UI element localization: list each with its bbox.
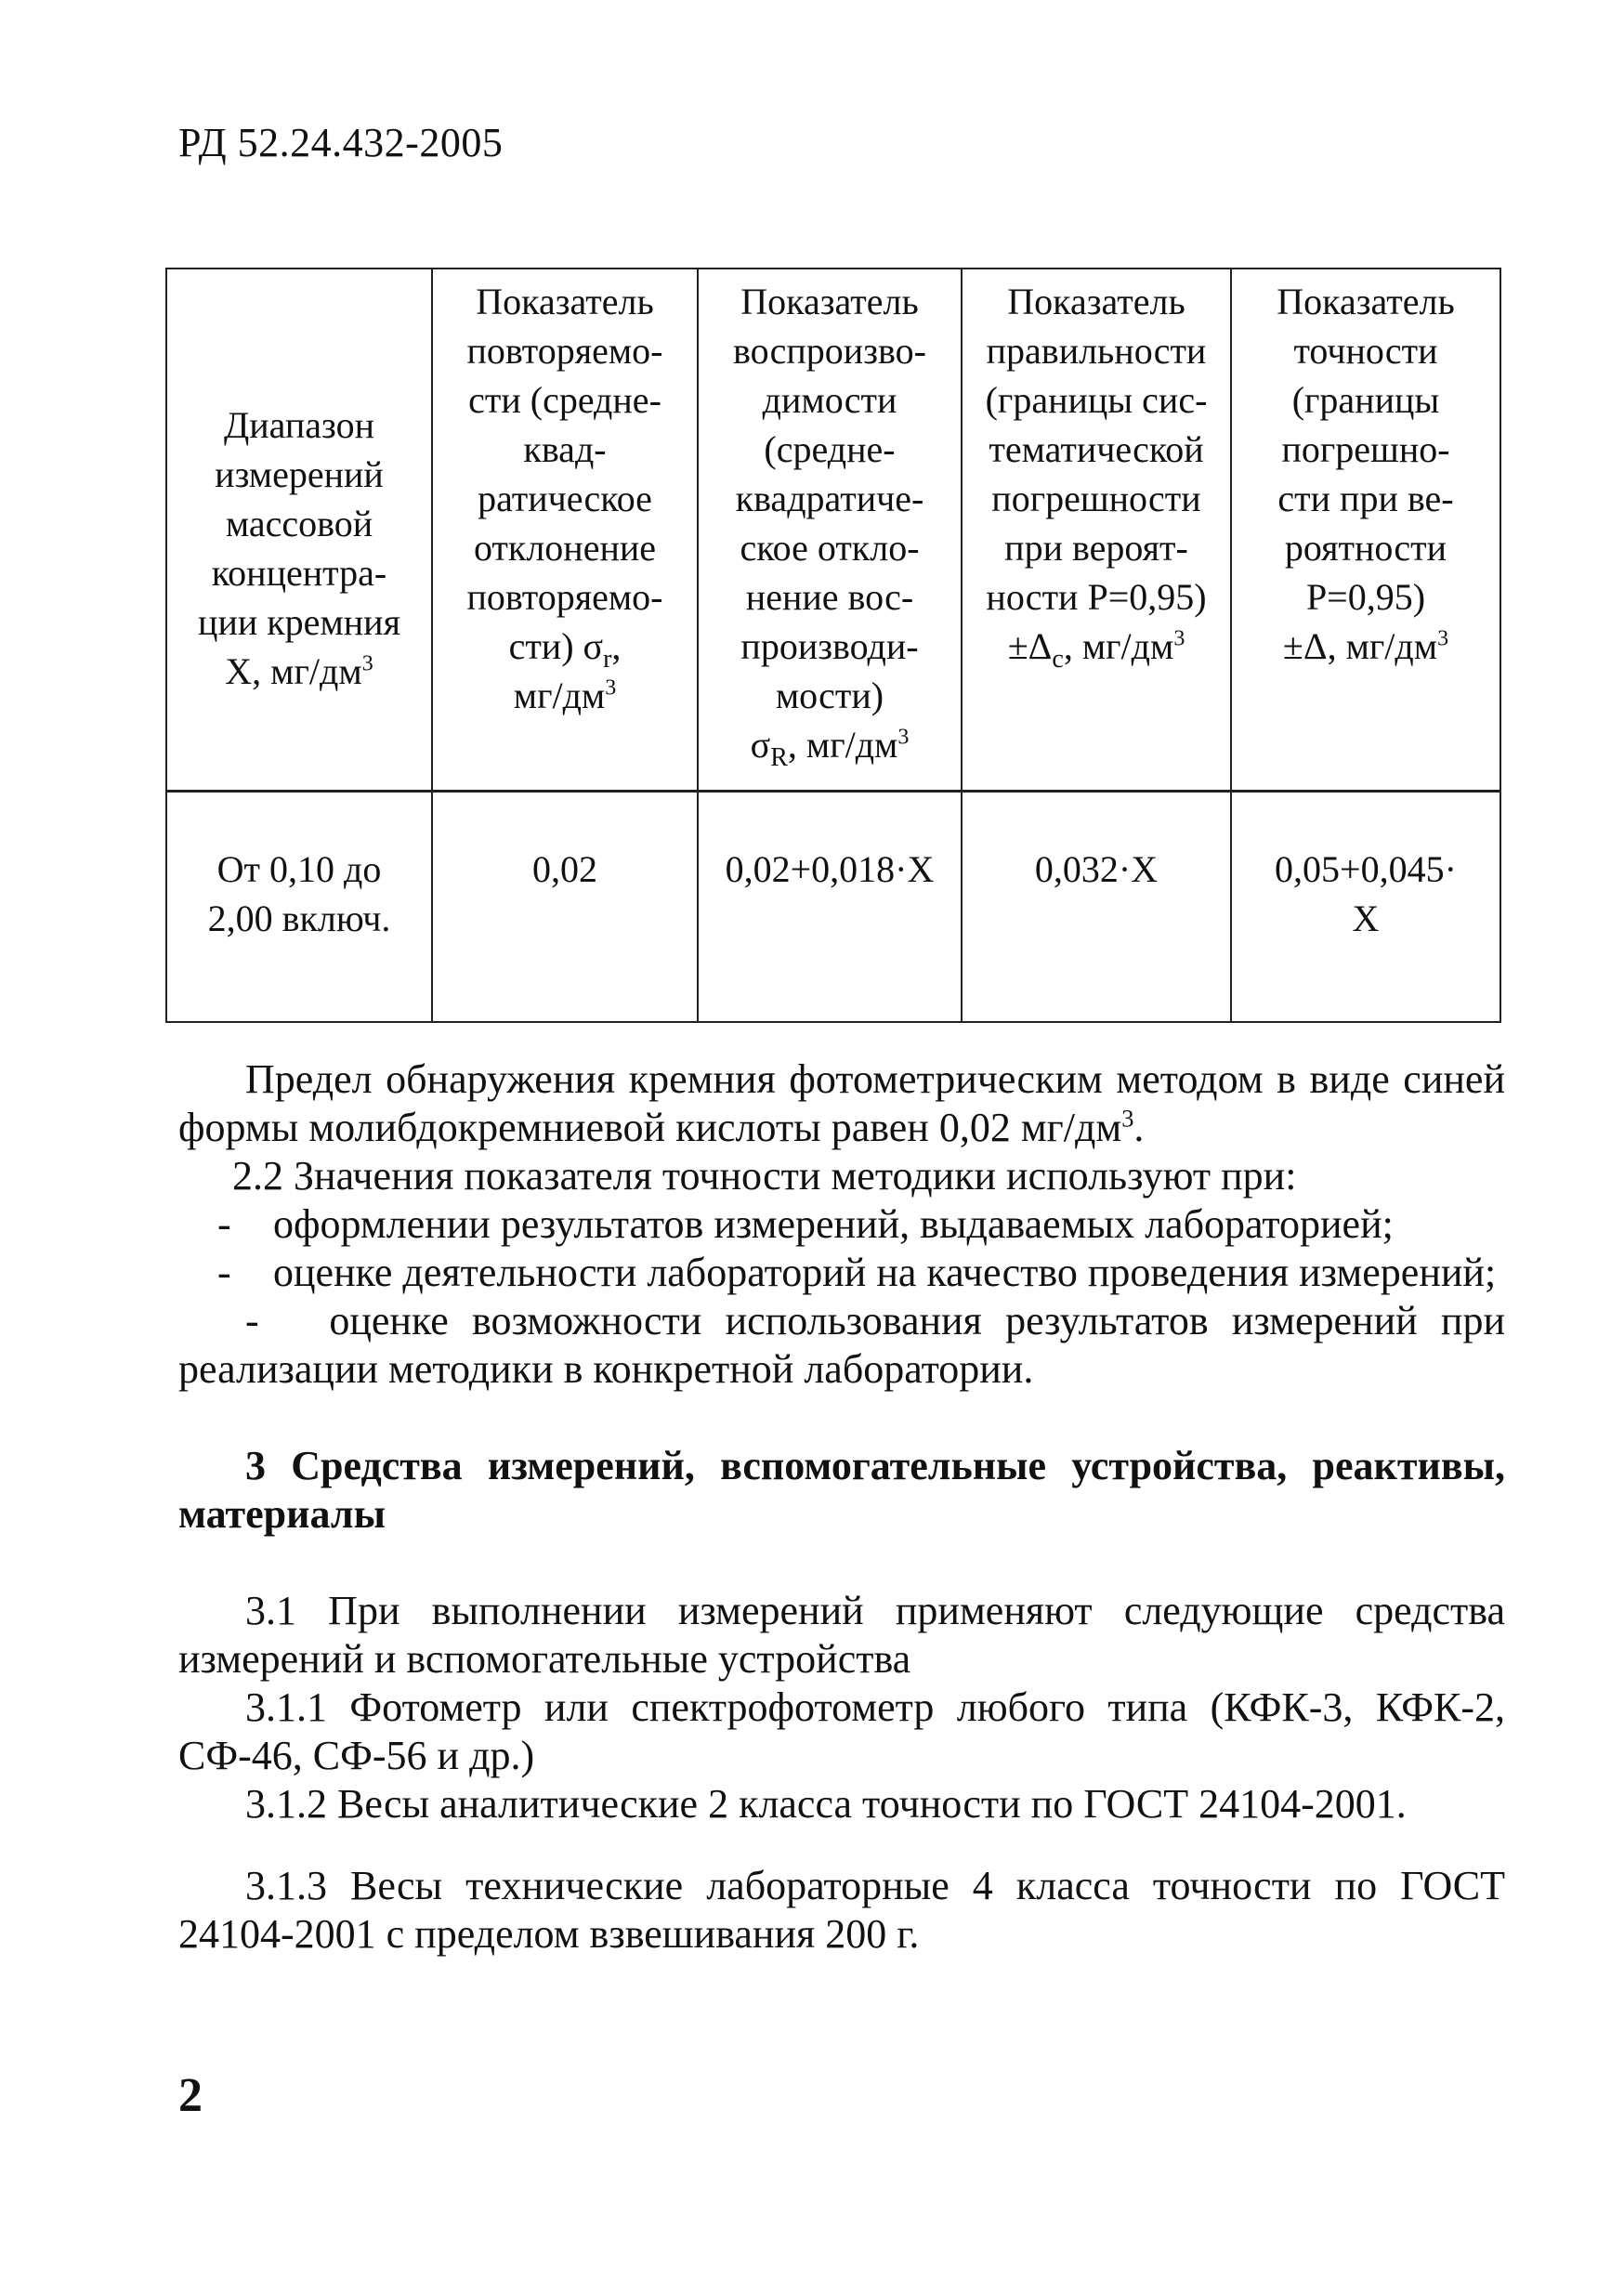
header-line: роятности (1284, 527, 1447, 569)
header-line: Показатель (740, 281, 919, 322)
header-line: $мг/дм^3$ (513, 675, 617, 716)
list-item: - оценке деятельности лабораторий на качество проведения измерений; (178, 1249, 1505, 1297)
list-dash: - (217, 1250, 231, 1295)
header-line: X, $мг/дм^3$ (225, 650, 373, 692)
section-3-heading: 3 Средства измерений, вспомогательные устройства, реактивы, материалы (178, 1443, 1505, 1537)
paragraph-3-1-2: 3.1.2 Весы аналитические 2 класса точности по ГОСТ 24104-2001. (245, 1781, 1407, 1827)
paragraph-3-1-3: 3.1.3 Весы технические лабораторные 4 класса точности по ГОСТ 24104-2001 с пределом взвешивания 200 г. (178, 1863, 1505, 1957)
header-line: $\sigma_R$, $мг/дм^3$ (750, 724, 910, 772)
page-number: 2 (178, 2069, 203, 2122)
paragraph-2-2: 2.2 Значения показателя точности методики используют при: (232, 1153, 1297, 1199)
cell-range: От 0,10 до 2,00 включ. (166, 792, 432, 1023)
header-line: ности P=0,95) (986, 576, 1207, 618)
header-line: отклонение (473, 527, 657, 569)
header-line: квад- (523, 428, 607, 470)
main-text (178, 1055, 1505, 1959)
header-line: Показатель (476, 281, 654, 322)
table-row (166, 792, 1500, 1023)
header-line: погрешно- (1281, 428, 1450, 470)
header-line: (средне- (764, 428, 896, 470)
header-line: ратическое (478, 478, 652, 519)
paragraph-3-1-1: 3.1.1 Фотометр или спектрофотометр любого типа (КФК-3, КФК-2, СФ-46, СФ-56 и др.) (178, 1684, 1505, 1778)
header-reproducibility (698, 269, 962, 792)
cell-reproducibility: 0,02+0,018·X (698, 792, 962, 1023)
accuracy-indicators-table (165, 268, 1501, 1023)
header-line: $\pm\Delta_c$, $мг/дм^3$ (1007, 625, 1185, 674)
list-item: - оценке возможности использования результатов измерений при реализации методики в конкретной лаборатории. (178, 1298, 1505, 1392)
header-correctness (962, 269, 1231, 792)
paragraph-3-1: 3.1 При выполнении измерений применяют следующие средства измерений и вспомогательные устройства (178, 1588, 1505, 1682)
header-line: правильности (986, 330, 1207, 372)
header-line: сти при ве- (1277, 478, 1454, 519)
header-line: концентра- (211, 552, 387, 594)
header-line: повторяемо- (466, 330, 663, 372)
list-dash: - (245, 1298, 259, 1343)
header-line: при вероят- (1004, 527, 1188, 569)
header-line: мости) (775, 675, 884, 716)
header-line: повторяемо- (466, 576, 663, 618)
header-line: (границы (1291, 379, 1440, 421)
header-line: P=0,95) (1305, 576, 1426, 618)
header-line: массовой (225, 503, 373, 544)
header-line: производи- (740, 625, 919, 667)
header-repeatability (432, 269, 698, 792)
list-dash: - (217, 1201, 231, 1247)
header-line: димости (762, 379, 897, 421)
cell-accuracy: 0,05+0,045· X (1231, 792, 1500, 1023)
header-line: Диапазон (223, 404, 375, 446)
header-line: Показатель (1007, 281, 1185, 322)
header-line: (границы сис- (985, 379, 1208, 421)
document-code: РД 52.24.432-2005 (178, 120, 504, 165)
header-line: ское откло- (740, 527, 920, 569)
cell-correctness: 0,032·X (962, 792, 1231, 1023)
cell-repeatability: 0,02 (432, 792, 698, 1023)
header-line: точности (1293, 330, 1438, 372)
header-line: Показатель (1277, 281, 1455, 322)
header-line: погрешности (991, 478, 1201, 519)
table-header-row (166, 269, 1500, 792)
header-line: сти) $\sigma_r$, (508, 625, 622, 674)
header-line: квадратиче- (735, 478, 924, 519)
header-line: тематической (989, 428, 1204, 470)
header-line: сти (средне- (468, 379, 661, 421)
header-line: ции кремния (198, 601, 400, 643)
header-line: измерений (215, 453, 384, 495)
detection-limit-paragraph: Предел обнаружения кремния фотометрическим методом в виде синей формы молибдокремниевой кислоты равен 0,02 $мг/дм^3$. (178, 1056, 1505, 1150)
header-accuracy (1231, 269, 1500, 792)
header-line: ±Δ, $мг/дм^3$ (1282, 625, 1449, 667)
header-line: воспроизво- (733, 330, 926, 372)
header-line: нение вос- (745, 576, 914, 618)
list-item: - оформлении результатов измерений, выдаваемых лабораторией; (178, 1200, 1505, 1249)
header-measurement-range (166, 269, 432, 792)
